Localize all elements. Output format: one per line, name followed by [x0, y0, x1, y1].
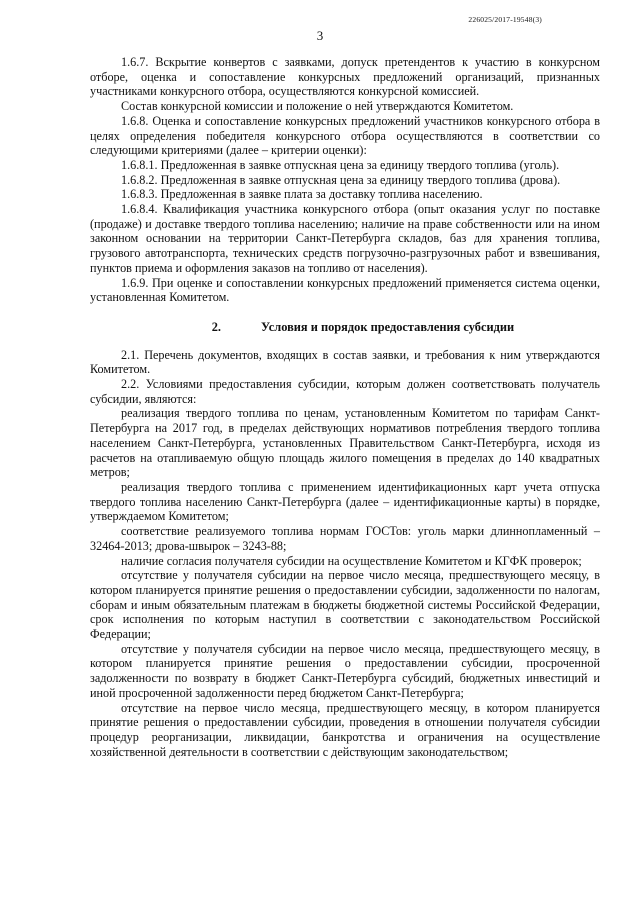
- paragraph-1-6-8-2: 1.6.8.2. Предложенная в заявке отпускная цена за единицу твердого топлива (дрова).: [121, 172, 561, 187]
- paragraph-1-6-8-3: 1.6.8.3. Предложенная в заявке плата за доставку топлива населению.: [121, 187, 483, 202]
- condition-item: реализация твердого топлива по ценам, установленным Комитетом по тарифам Санкт-Петербурга на 2017 год, в пределах действующих нормативов потребления твердого топлива населением Санкт-Петербурга, установленных Правительством Санкт-Петербурга, исходя из расчетов на отапливаемую общую площадь жилого помещения в пределах до 140 квадратных метров;: [90, 406, 600, 480]
- document-number: 226025/2017-19548(3): [468, 15, 542, 24]
- paragraph-1-6-8-4: 1.6.8.4. Квалификация участника конкурсного отбора (опыт оказания услуг по поставке (продаже) и доставке твердого топлива населению; наличие на праве собственности или на ином законном основании на территории Санкт-Петербурга складов, баз для хранения топлива, грузового автотранспорта, технических средств погрузочно-разгрузочных работ и взвешивания, пунктов приема и оформления заказов на топливо от населения).: [90, 202, 600, 275]
- condition-item: отсутствие на первое число месяца, предшествующего месяцу, в котором планируется принятие решения о предоставлении субсидии, проведения в отношении получателя субсидии процедур реорганизации, ликвидации, банкротства и ограничения на осуществление хозяйственной деятельности в соответствии с действующим законодательством;: [90, 700, 600, 759]
- paragraph-1-6-8: 1.6.8. Оценка и сопоставление конкурсных предложений участников конкурсного отбора в целях определения победителя конкурсного отбора осуществляются в соответствии со следующими критериями (далее – критерии оценки):: [90, 113, 600, 158]
- paragraph-1-6-9: 1.6.9. При оценке и сопоставлении конкурсных предложений применяется система оценки, установленная Комитетом.: [90, 275, 600, 305]
- paragraph-commission: Состав конкурсной комиссии и положение о ней утверждаются Комитетом.: [121, 99, 514, 114]
- condition-item: реализация твердого топлива с применением идентификационных карт учета отпуска твердого топлива населению Санкт-Петербурга (далее – идентификационные карты) в порядке, утверждаемом Комитетом;: [90, 479, 600, 524]
- condition-item: наличие согласия получателя субсидии на осуществление Комитетом и КГФК проверок;: [121, 553, 582, 568]
- paragraph-2-2: 2.2. Условиями предоставления субсидии, которым должен соответствовать получатель субсидии, являются:: [90, 377, 600, 406]
- section-title: Условия и порядок предоставления субсидии: [261, 319, 515, 334]
- section-number: 2.: [211, 319, 221, 334]
- condition-item: соответствие реализуемого топлива нормам ГОСТов: уголь марки длиннопламенный – 32464-2013; дрова-швырок – 3243-88;: [90, 524, 600, 553]
- section-heading: [90, 320, 600, 335]
- condition-item: отсутствие у получателя субсидии на первое число месяца, предшествующего месяцу, в котором планируется принятие решения о предоставлении субсидии, задолженности по налогам, сборам и иным обязательным платежам в бюджеты бюджетной системы Российской Федерации, срок исполнения по которым наступил в соответствии с законодательством Российской Федерации;: [90, 568, 600, 642]
- condition-item: отсутствие у получателя субсидии на первое число месяца, предшествующего месяцу, в котором планируется принятие решения о предоставлении субсидии, просроченной задолженности по возврату в бюджет Санкт-Петербурга субсидий, бюджетных инвестиций и иной просроченной задолженности перед бюджетом Санкт-Петербурга;: [90, 641, 600, 700]
- page-number: 3: [316, 28, 324, 43]
- paragraph-1-6-8-1: 1.6.8.1. Предложенная в заявке отпускная цена за единицу твердого топлива (уголь).: [121, 157, 560, 172]
- paragraph-2-1: 2.1. Перечень документов, входящих в состав заявки, и требования к ним утверждаются Комитетом.: [90, 347, 600, 377]
- document-body: [90, 55, 600, 759]
- paragraph-1-6-7: 1.6.7. Вскрытие конвертов с заявками, допуск претендентов к участию в конкурсном отборе, оценка и сопоставление конкурсных предложений организаций, признанных участниками конкурсного отбора, осуществляются конкурсной комиссией.: [90, 55, 600, 99]
